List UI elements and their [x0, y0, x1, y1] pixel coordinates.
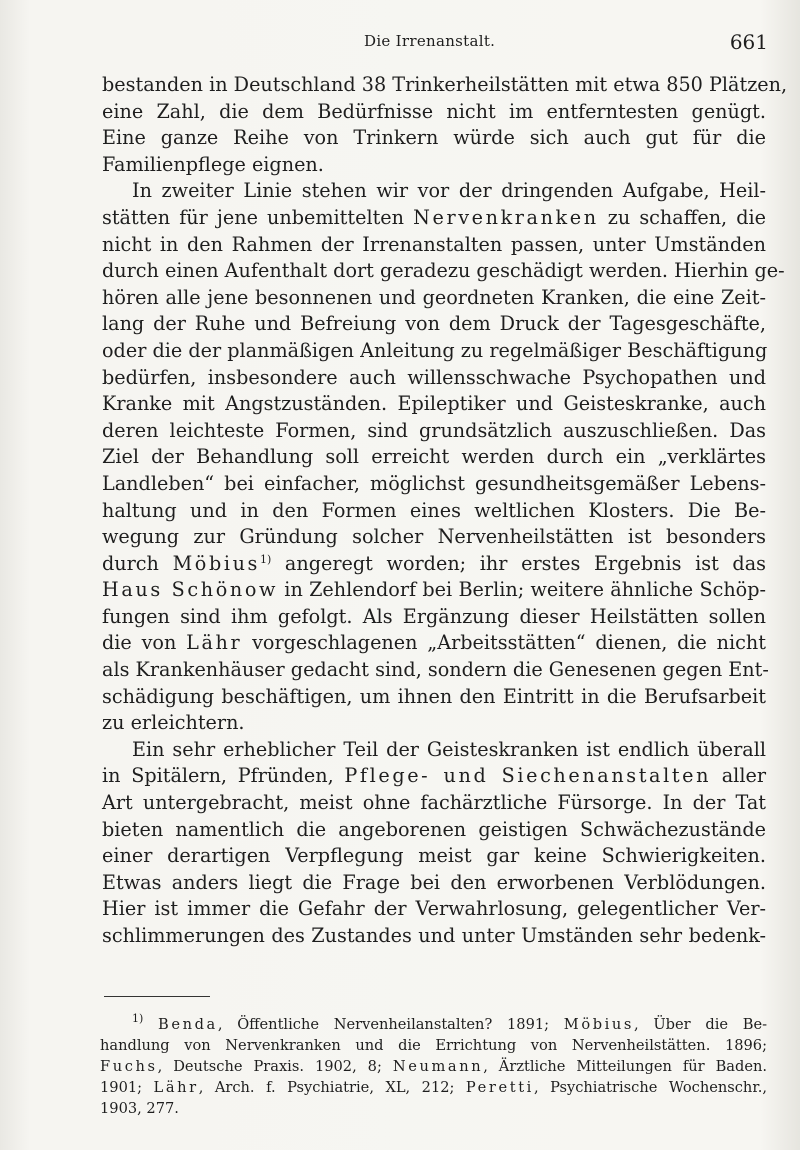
running-title: Die Irrenanstalt.: [364, 32, 496, 50]
spaced-name: Peretti: [465, 1079, 534, 1096]
text-run: Ziel der Behandlung soll erreicht werden durch ein „verklärtes: [102, 445, 766, 469]
text-run: , Öffentliche Nervenheilanstalten? 1891;: [217, 1016, 564, 1033]
text-line: [102, 338, 766, 365]
text-run: zu erleichtern.: [102, 711, 245, 735]
text-line: [102, 125, 766, 152]
text-line: [102, 737, 766, 764]
spaced-name: Nervenkranken: [413, 205, 599, 229]
text-line: [102, 152, 766, 179]
text-run: oder die der planmäßigen Anleitung zu regelmäßiger Beschäftigung: [102, 338, 768, 362]
spaced-name: Benda: [158, 1016, 218, 1033]
text-line: [102, 471, 766, 498]
text-run: bieten namentlich die angeborenen geistigen Schwächezustände: [102, 817, 766, 841]
text-run: einer derartigen Verpflegung meist gar keine Schwierigkeiten.: [102, 844, 766, 868]
text-run: Etwas anders liegt die Frage bei den erworbenen Verblödungen.: [102, 870, 766, 894]
text-line: [102, 178, 766, 205]
text-run: , Deutsche Praxis. 1902, 8;: [157, 1058, 393, 1075]
text-line: [102, 657, 769, 684]
text-run: Landleben“ bei einfacher, möglichst gesundheitsgemäßer Lebens-: [102, 471, 766, 495]
text-run: als Krankenhäuser gedacht sind, sondern die Genesenen gegen Ent-: [102, 658, 769, 682]
text-line: [102, 896, 766, 923]
text-run: haltung und in den Formen eines weltlichen Klosters. Die Be-: [102, 498, 766, 522]
text-run: Ein sehr erheblicher Teil der Geisteskranken ist endlich überall: [132, 737, 766, 761]
text-line: [102, 311, 766, 338]
text-run: durch einen Aufenthalt dort geradezu geschädigt werden. Hierhin ge-: [102, 259, 785, 283]
footnote-line: [100, 1014, 767, 1035]
text-run: durch: [102, 551, 173, 575]
spaced-name: Lähr: [186, 631, 243, 655]
text-run: vorgeschlagenen „Arbeitsstätten“ dienen, die nicht: [242, 631, 766, 655]
page-number: 661: [729, 30, 768, 54]
text-run: Familienpflege eignen.: [102, 152, 324, 176]
text-line: [102, 790, 766, 817]
spaced-name: Fuchs: [100, 1058, 158, 1075]
text-run: die von: [102, 631, 187, 655]
footnote-rule: [104, 996, 210, 997]
text-run: eine Zahl, die dem Bedürfnisse nicht im entferntesten genügt.: [102, 99, 766, 123]
spaced-name: Möbius: [563, 1016, 635, 1033]
text-run: Art untergebracht, meist ohne fachärztliche Fürsorge. In der Tat: [102, 791, 766, 815]
footnote-line: [100, 1098, 767, 1119]
text-run: zu schaffen, die: [598, 205, 766, 229]
footnote-marker: 1): [132, 1012, 144, 1025]
text-run: 1903, 277.: [100, 1100, 179, 1117]
text-run: in Zehlendorf bei Berlin; weitere ähnliche Schöp-: [278, 578, 767, 602]
text-line: [102, 205, 766, 232]
footnote-line: [100, 1035, 767, 1056]
text-run: , Über die Be-: [634, 1016, 768, 1033]
text-run: handlung von Nervenkranken und die Errichtung von Nervenheilstätten. 1896;: [100, 1037, 767, 1054]
text-run: schädigung beschäftigen, um ihnen den Eintritt in die Berufsarbeit: [102, 684, 766, 708]
body-text: [102, 72, 788, 950]
spaced-name: Möbius: [172, 551, 260, 575]
text-run: Eine ganze Reihe von Trinkern würde sich auch gut für die: [102, 126, 766, 150]
text-run: fungen sind ihm gefolgt. Als Ergänzung dieser Heilstätten sollen: [102, 604, 766, 628]
text-run: Kranke mit Angstzuständen. Epileptiker und Geisteskranke, auch: [102, 392, 766, 416]
text-line: [102, 391, 766, 418]
text-line: [102, 923, 766, 950]
footnotes: [100, 1014, 767, 1119]
text-line: [102, 444, 766, 471]
text-run: nicht in den Rahmen der Irrenanstalten passen, unter Umständen: [102, 232, 766, 256]
text-line: [102, 577, 766, 604]
text-run: schlimmerungen des Zustandes und unter Umständen sehr bedenk-: [102, 924, 766, 947]
text-run: , Ärztliche Mitteilungen für Baden.: [483, 1058, 768, 1075]
text-run: stätten für jene unbemittelten: [102, 205, 414, 229]
text-line: [102, 524, 766, 551]
text-line: [102, 630, 766, 657]
text-line: [102, 285, 766, 312]
text-line: [102, 498, 766, 525]
text-run: bedürfen, insbesondere auch willensschwache Psychopathen und: [102, 365, 766, 389]
text-run: hören alle jene besonnenen und geordneten Kranken, die eine Zeit-: [102, 285, 766, 309]
text-line: [102, 817, 766, 844]
text-run: aller: [711, 764, 766, 788]
text-run: bestanden in Deutschland 38 Trinkerheilstätten mit etwa 850 Plätzen,: [102, 73, 788, 96]
text-run: , Arch. f. Psychiatrie, XL, 212;: [198, 1079, 466, 1096]
footnote-line: [100, 1077, 767, 1098]
text-line: [102, 684, 766, 711]
text-run: 1901;: [100, 1079, 154, 1096]
text-line: [102, 710, 766, 737]
text-line: [102, 763, 766, 790]
text-run: in Spitälern, Pfründen,: [102, 764, 345, 788]
text-line: [102, 258, 785, 285]
text-line: [102, 232, 766, 259]
text-line: [102, 870, 766, 897]
text-run: lang der Ruhe und Befreiung von dem Druck der Tagesgeschäfte,: [102, 312, 766, 336]
text-line: [102, 72, 788, 99]
footnote-line: [100, 1056, 767, 1077]
text-line: [102, 418, 766, 445]
text-run: , Psychiatrische Wochenschr.,: [533, 1079, 767, 1096]
spaced-name: Lähr: [153, 1079, 199, 1096]
text-line: [102, 551, 766, 578]
text-line: [102, 843, 766, 870]
text-run: [143, 1016, 158, 1033]
text-line: [102, 604, 766, 631]
spaced-name: Pflege- und Siechenanstalten: [344, 764, 712, 788]
spaced-name: Neumann: [392, 1058, 484, 1075]
text-line: [102, 365, 766, 392]
spaced-name: Haus Schönow: [102, 578, 279, 602]
footnote-marker: 1): [260, 552, 272, 566]
text-run: In zweiter Linie stehen wir vor der dringenden Aufgabe, Heil-: [132, 179, 766, 203]
text-run: wegung zur Gründung solcher Nervenheilstätten ist besonders: [102, 525, 766, 549]
running-head: [100, 30, 768, 56]
text-run: deren leichteste Formen, sind grundsätzlich auszuschließen. Das: [102, 418, 766, 442]
text-run: angeregt worden; ihr erstes Ergebnis ist das: [271, 551, 766, 575]
text-line: [102, 99, 766, 126]
text-run: Hier ist immer die Gefahr der Verwahrlosung, gelegentlicher Ver-: [102, 897, 766, 921]
